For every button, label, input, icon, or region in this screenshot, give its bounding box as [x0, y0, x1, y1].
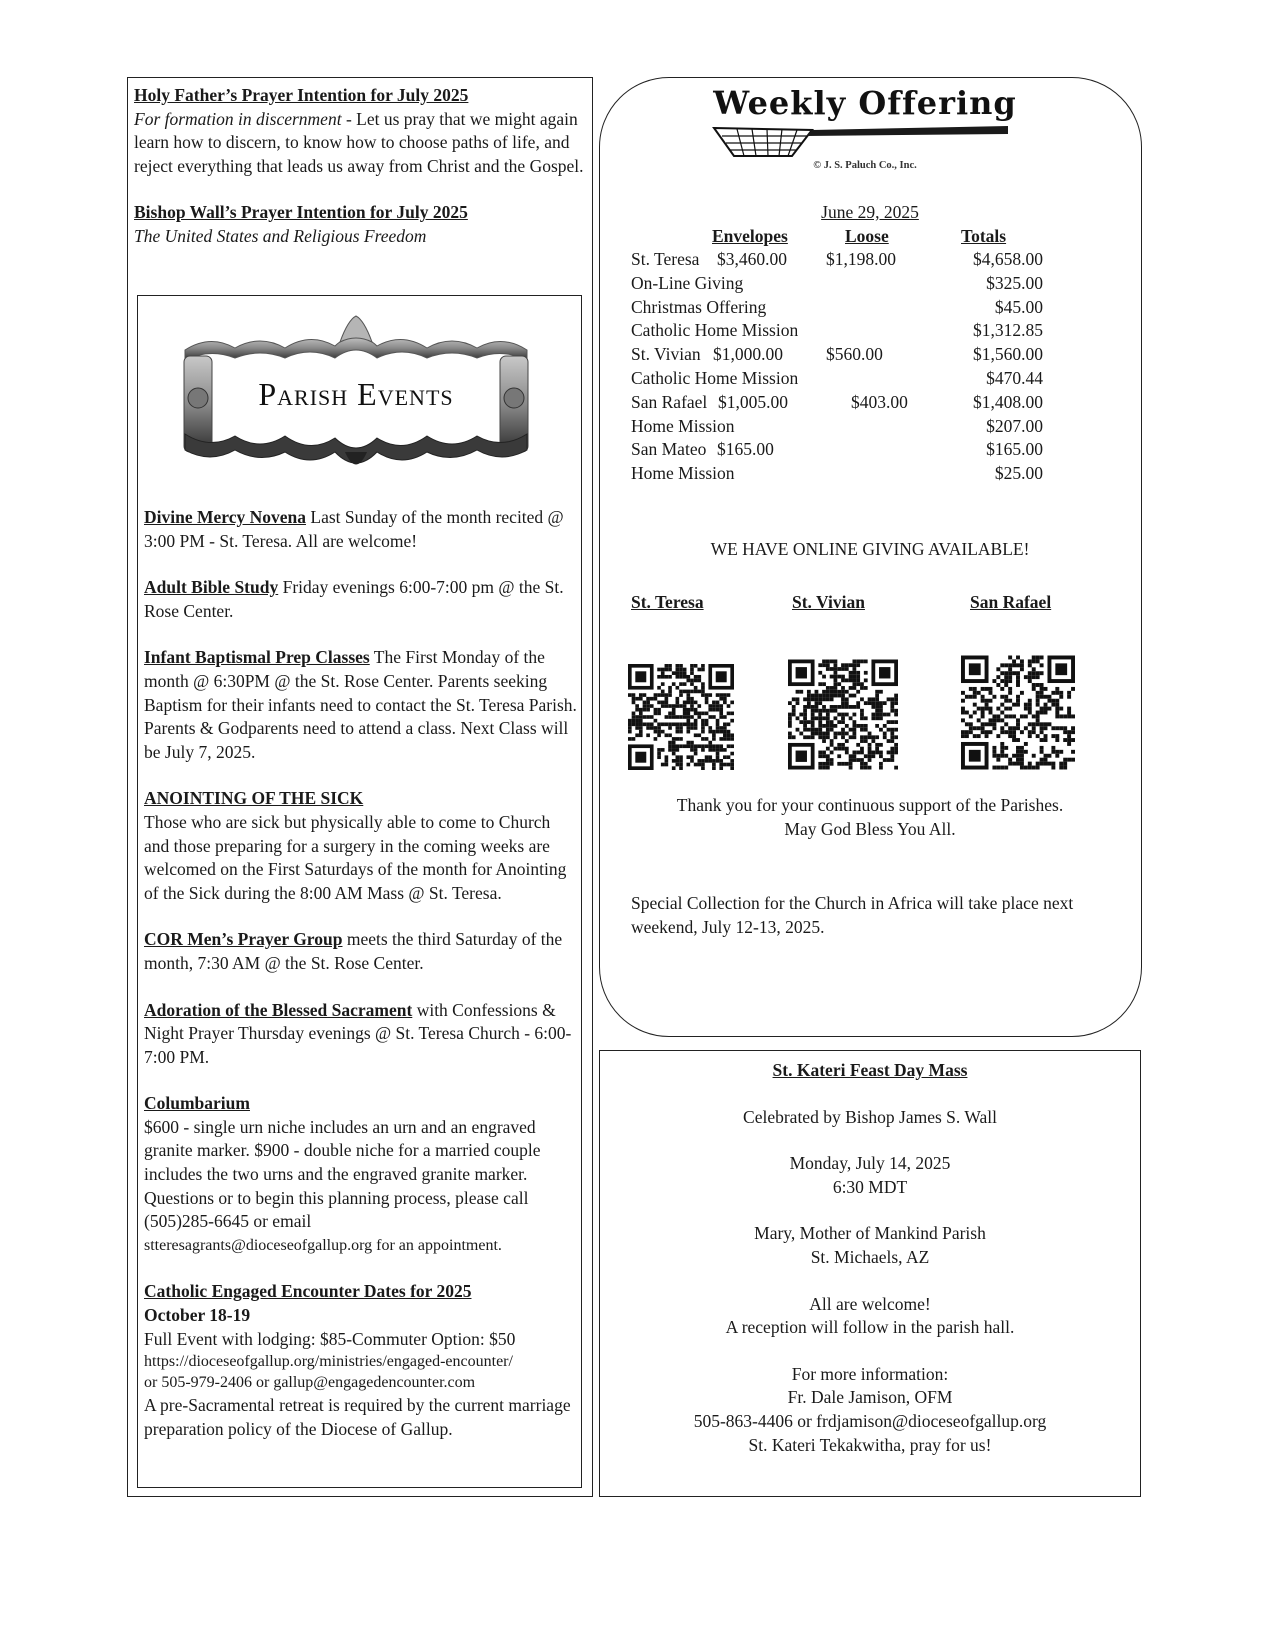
- offering-row: [631, 343, 1043, 367]
- offering-row-total: $1,408.00: [973, 391, 1043, 412]
- offering-row-loose: $403.00: [851, 391, 908, 412]
- event-title: Catholic Engaged Encounter Dates for 2025: [144, 1281, 472, 1302]
- qr-code-st-teresa-icon[interactable]: [628, 664, 734, 770]
- offering-row-total: $1,312.85: [973, 320, 1043, 341]
- offering-row-name: On-Line Giving: [631, 272, 744, 293]
- thank-you-line-2: May God Bless You All.: [784, 818, 956, 839]
- offering-row-total: $1,560.00: [973, 344, 1043, 365]
- kateri-time: 6:30 MDT: [832, 1176, 908, 1197]
- column-header-loose: Loose: [845, 226, 889, 246]
- weekly-offering-title: Weekly Offering: [713, 84, 1017, 122]
- bishop-intention-text: The United States and Religious Freedom: [134, 225, 427, 246]
- special-collection-note: Special Collection for the Church in Africa will take place next weekend, July 12-13, 2025.: [631, 893, 1074, 937]
- thank-you-line-1: Thank you for your continuous support of the Parishes.: [676, 795, 1064, 815]
- kateri-reception: A reception will follow in the parish hall.: [725, 1317, 1015, 1338]
- kateri-mass-notice: [600, 1059, 1140, 1457]
- qr-label-st-vivian: St. Vivian: [792, 592, 865, 612]
- kateri-location: St. Michaels, AZ: [810, 1246, 930, 1267]
- qr-code-san-rafael-icon[interactable]: [961, 655, 1075, 770]
- kateri-welcome: All are welcome!: [809, 1293, 931, 1314]
- offering-row: [631, 272, 1043, 296]
- parish-events-list: [144, 506, 578, 1441]
- collection-basket-icon: [712, 124, 1012, 164]
- event-title: Infant Baptismal Prep Classes: [144, 647, 370, 668]
- kateri-contact-details[interactable]: 505-863-4406 or frdjamison@dioceseofgallup.org: [693, 1410, 1047, 1431]
- offering-row-total: $207.00: [986, 415, 1043, 436]
- event-text: The First Monday of the month @ 6:30PM @ the St. Rose Center. Parents seeking Baptism for their infants need to contact the St. Teresa Parish. Parents & Godparents need to attend a class. Next Class will be July 7, 2025.: [144, 647, 577, 762]
- kateri-info-label: For more information:: [791, 1363, 949, 1384]
- thank-you-message: [600, 794, 1140, 841]
- qr-label-st-teresa: St. Teresa: [631, 592, 704, 612]
- event-bible-study: [144, 576, 578, 623]
- holy-father-intention-title: Holy Father’s Prayer Intention for July 2025: [134, 85, 469, 105]
- qr-label-san-rafael: San Rafael: [970, 592, 1052, 612]
- event-title: Adoration of the Blessed Sacrament: [144, 999, 413, 1020]
- offering-row-loose: $1,198.00: [826, 249, 896, 269]
- event-columbarium-text: $600 - single urn niche includes an urn and an engraved granite marker. $900 - double niche for a married couple includes the two urns and the engraved granite marker. Questions or to begin this planning process, please call (505)285-6645 or email: [144, 1116, 541, 1232]
- event-text: meets the third Saturday of the month, 7:30 AM @ the St. Rose Center.: [144, 929, 563, 973]
- parish-events-banner-text: Parish Events: [258, 376, 454, 412]
- event-cor-mens-group: [144, 928, 578, 975]
- column-header-envelopes: Envelopes: [712, 226, 788, 246]
- holy-father-intention-text: [134, 108, 586, 179]
- offering-row-envelopes: $165.00: [717, 439, 774, 460]
- offering-row-name: San Mateo: [631, 439, 707, 460]
- engaged-encounter-price: Full Event with lodging: $85-Commuter Option: $50: [144, 1328, 516, 1349]
- kateri-celebrant: Celebrated by Bishop James S. Wall: [743, 1106, 997, 1127]
- offering-row-envelopes: $3,460.00: [717, 249, 787, 269]
- offering-row-loose: $560.00: [826, 344, 883, 365]
- offering-row: [631, 415, 1043, 439]
- kateri-closing: St. Kateri Tekakwitha, pray for us!: [748, 1434, 992, 1455]
- event-title: Columbarium: [144, 1093, 250, 1114]
- offering-row-total: $25.00: [994, 463, 1043, 484]
- offering-row: [631, 391, 1043, 415]
- offering-row-total: $165.00: [986, 439, 1043, 460]
- engaged-encounter-contact: or 505-979-2406 or gallup@engagedencounter.com: [144, 1374, 476, 1392]
- bishop-intention-title: Bishop Wall’s Prayer Intention for July 2025: [134, 202, 468, 223]
- column-header-totals: Totals: [961, 226, 1007, 246]
- qr-code-st-vivian-icon[interactable]: [788, 659, 898, 770]
- columbarium-email-link[interactable]: stteresagrants@dioceseofgallup.org for an appointment.: [144, 1236, 502, 1254]
- event-anointing-text: Those who are sick but physically able to come to Church and those preparing for a surgery in the coming weeks are welcomed on the First Saturdays of the month for Anointing of the Sick during the 8:00 AM Mass @ St. Teresa.: [144, 811, 567, 903]
- event-baptismal-prep: [144, 646, 578, 764]
- offering-row-envelopes: $1,000.00: [713, 344, 783, 365]
- event-divine-mercy: [144, 506, 578, 553]
- offering-row-name: Christmas Offering: [631, 296, 767, 317]
- offering-row-total: $4,658.00: [973, 249, 1043, 269]
- holy-father-intention-italic: For formation in discernment: [134, 108, 342, 129]
- offering-date: June 29, 2025: [821, 202, 919, 222]
- offering-row-name: Home Mission: [631, 463, 735, 484]
- holy-father-intention-body: - Let us pray that we might again learn how to discern, to know how to choose paths of life, and reject everything that leads us away from Christ and the Gospel.: [134, 108, 584, 176]
- copyright-note: © J. S. Paluch Co., Inc.: [813, 160, 917, 171]
- event-title: ANOINTING OF THE SICK: [144, 788, 364, 809]
- event-adoration: [144, 999, 578, 1070]
- event-title: Adult Bible Study: [144, 577, 279, 598]
- event-title: COR Men’s Prayer Group: [144, 929, 343, 950]
- offering-row-total: $325.00: [986, 272, 1043, 293]
- offering-row: [631, 367, 1043, 391]
- event-text: with Confessions & Night Prayer Thursday evenings @ St. Teresa Church - 6:00-7:00 PM.: [144, 999, 572, 1067]
- kateri-contact-name: Fr. Dale Jamison, OFM: [787, 1387, 953, 1408]
- offering-row-name: Catholic Home Mission: [631, 368, 799, 388]
- engaged-encounter-note: A pre-Sacramental retreat is required by the current marriage preparation policy of the Diocese of Gallup.: [144, 1395, 571, 1439]
- offering-row: [631, 296, 1043, 320]
- offering-row-total: $470.44: [986, 368, 1043, 388]
- online-giving-banner: WE HAVE ONLINE GIVING AVAILABLE!: [710, 539, 1030, 559]
- offering-row-envelopes: $1,005.00: [718, 391, 788, 412]
- kateri-parish: Mary, Mother of Mankind Parish: [754, 1223, 986, 1244]
- offering-row-name: St. Teresa: [631, 249, 700, 269]
- engaged-encounter-dates: October 18-19: [144, 1305, 251, 1326]
- offering-row-total: $45.00: [994, 296, 1043, 317]
- offering-row: [631, 319, 1043, 343]
- offering-row-name: San Rafael: [631, 391, 708, 412]
- event-text: Last Sunday of the month recited @ 3:00 PM - St. Teresa. All are welcome!: [144, 507, 564, 551]
- event-title: Divine Mercy Novena: [144, 507, 307, 527]
- offering-row: [631, 462, 1043, 486]
- offering-row-name: St. Vivian: [631, 344, 701, 365]
- engaged-encounter-url[interactable]: https://dioceseofgallup.org/ministries/engaged-encounter/: [144, 1353, 513, 1371]
- parish-events-banner: [180, 312, 532, 477]
- event-text: Friday evenings 6:00-7:00 pm @ the St. Rose Center.: [144, 577, 564, 621]
- offering-row: [631, 438, 1043, 462]
- offering-row: [631, 248, 1043, 272]
- kateri-title: St. Kateri Feast Day Mass: [772, 1060, 968, 1080]
- kateri-date: Monday, July 14, 2025: [789, 1153, 951, 1174]
- offering-row-name: Home Mission: [631, 415, 735, 436]
- prayer-intentions: [134, 84, 586, 249]
- offering-row-name: Catholic Home Mission: [631, 320, 799, 341]
